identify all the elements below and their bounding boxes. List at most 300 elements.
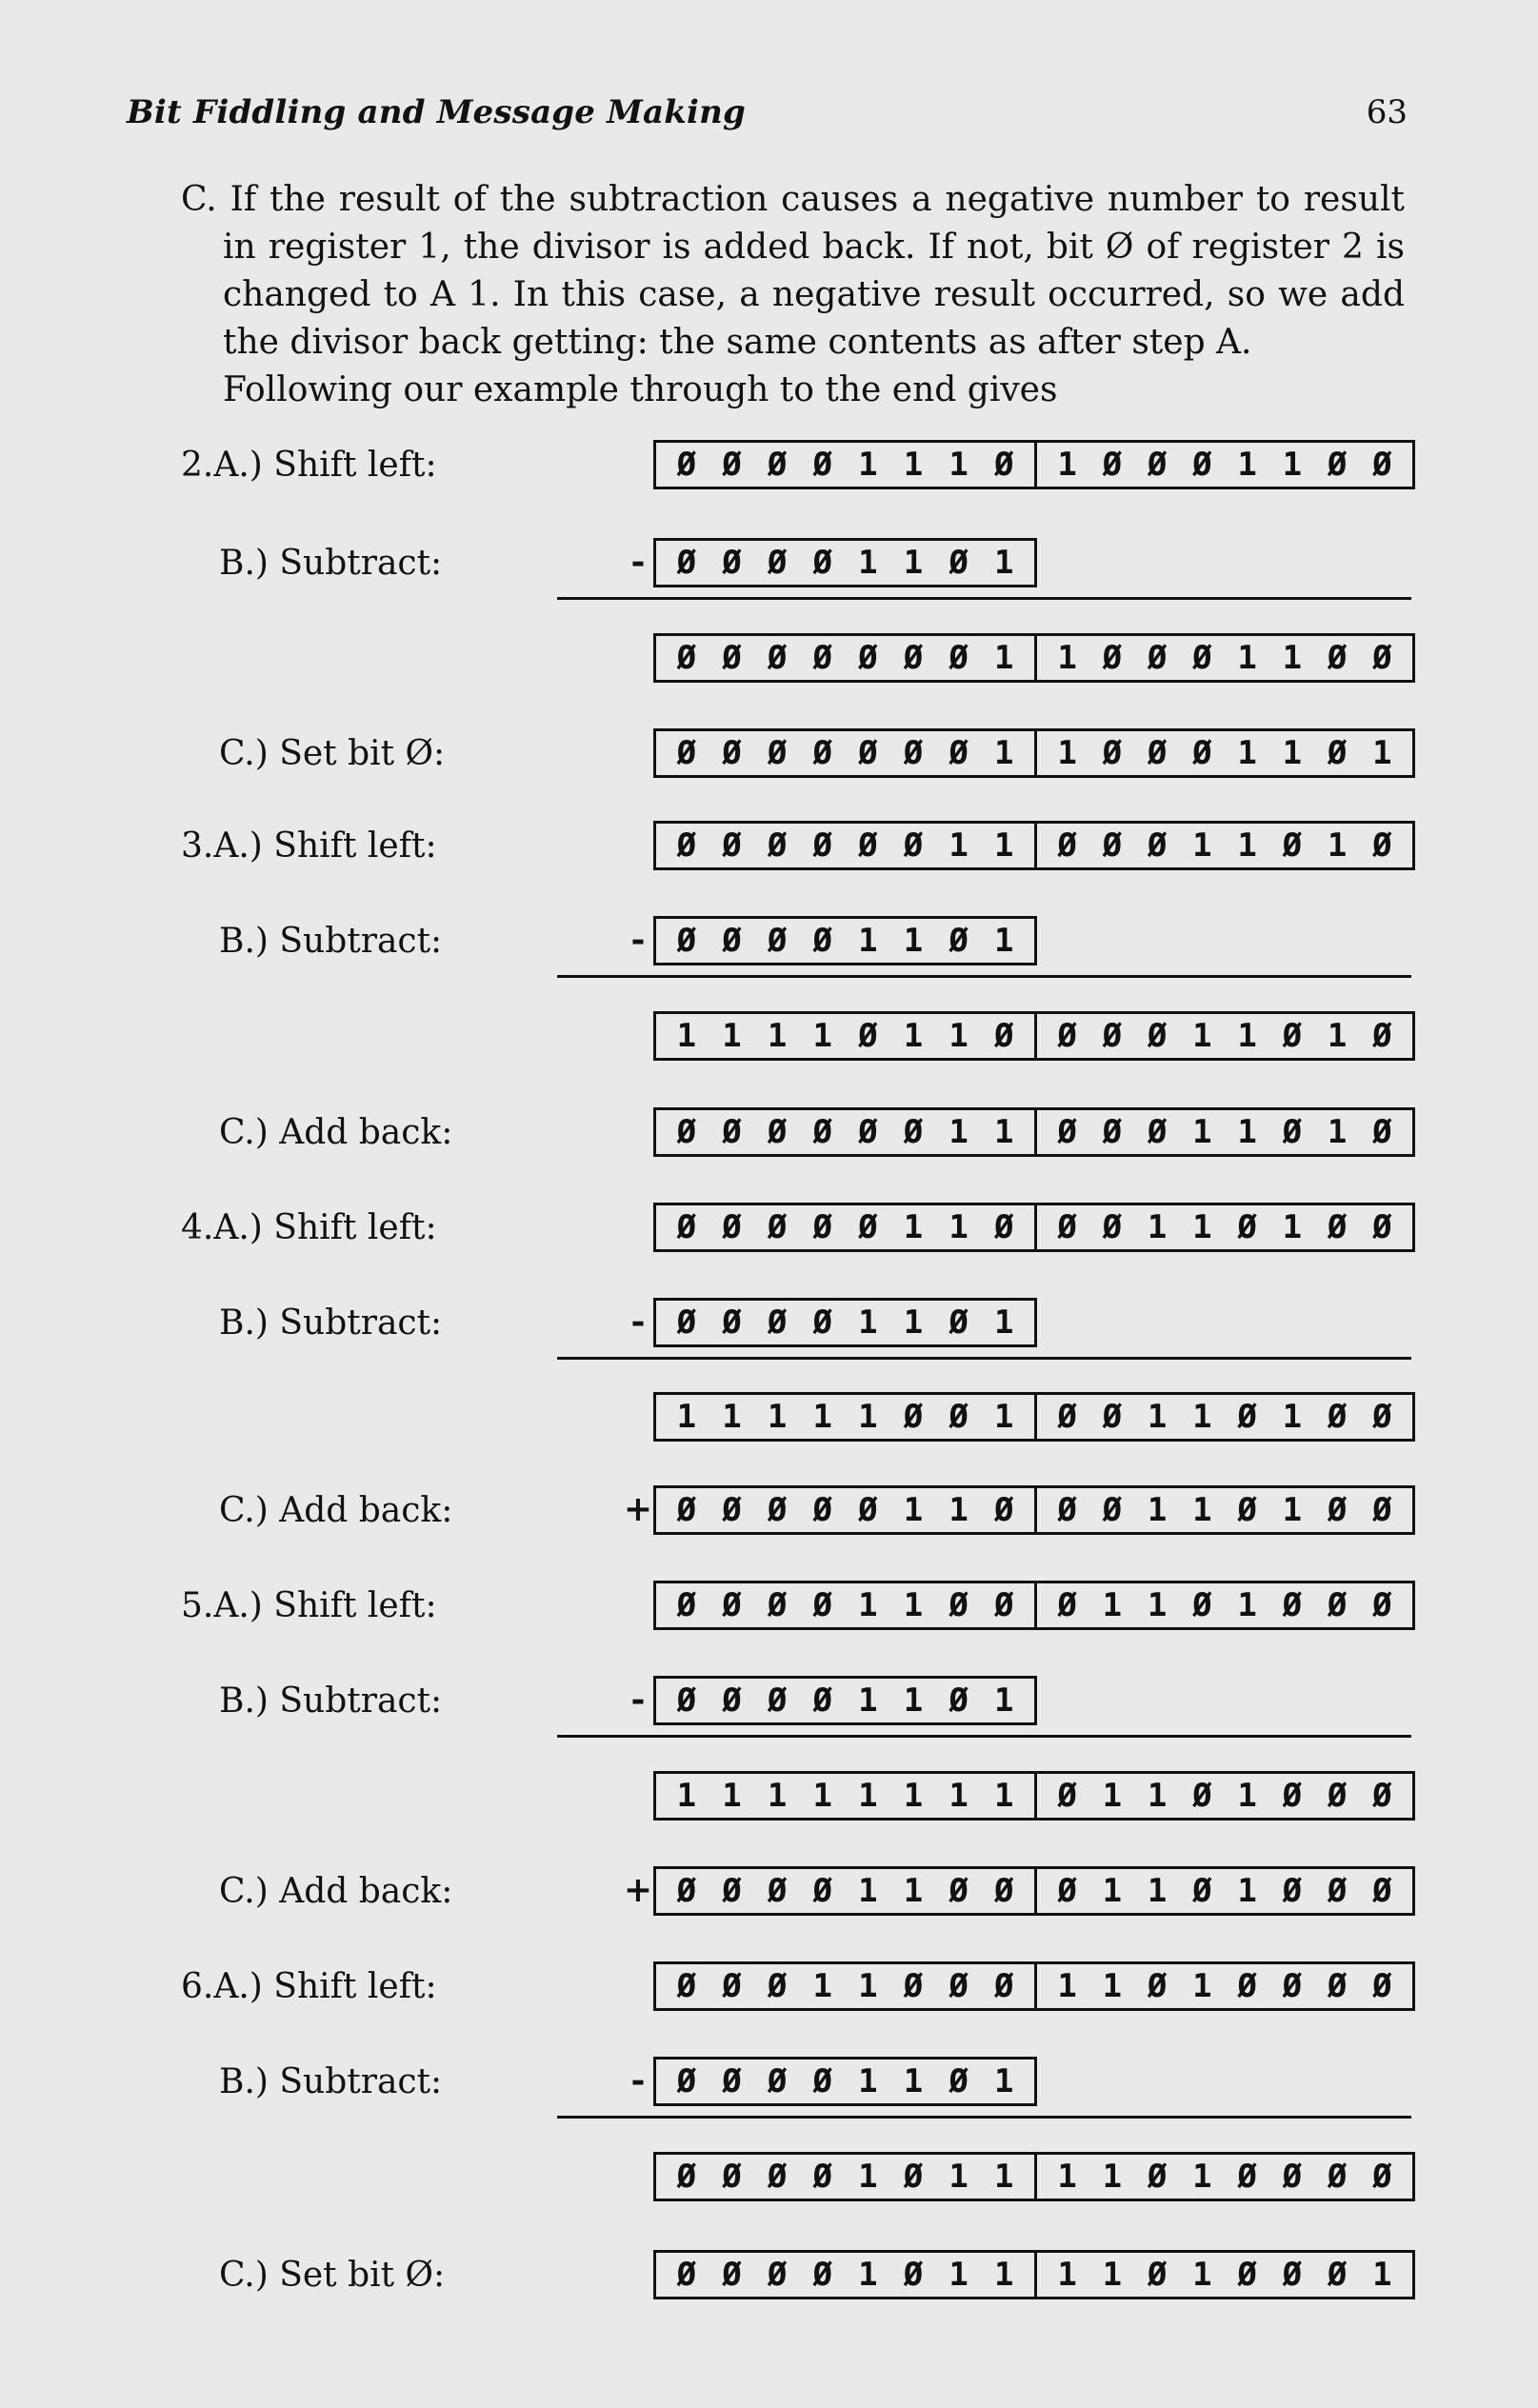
bit: 1 xyxy=(812,1777,832,1815)
bit: 1 xyxy=(1282,446,1303,484)
bit: 1 xyxy=(993,2062,1014,2100)
register-2-byte xyxy=(1034,2253,1412,2297)
step-row xyxy=(0,1485,1538,1542)
bit: Ø xyxy=(722,1682,742,1720)
bit: 1 xyxy=(1192,1967,1212,2005)
bit: Ø xyxy=(1057,1872,1077,1910)
bit: 1 xyxy=(722,1398,742,1436)
bit: Ø xyxy=(1147,1967,1168,2005)
bit: Ø xyxy=(812,1586,832,1624)
bit: 1 xyxy=(1192,1398,1212,1436)
bit: 1 xyxy=(1192,1208,1212,1246)
bit: Ø xyxy=(812,1682,832,1720)
bit: Ø xyxy=(1102,734,1123,772)
bit: Ø xyxy=(1147,2158,1168,2196)
minus-sign: - xyxy=(630,1302,646,1342)
bit: 1 xyxy=(1057,639,1077,677)
register-1-byte xyxy=(656,824,1034,867)
bit: Ø xyxy=(676,1113,697,1151)
bit: Ø xyxy=(767,1208,788,1246)
bit: Ø xyxy=(1372,2158,1392,2196)
step-label: C.) Add back: xyxy=(219,1491,453,1530)
bit: 1 xyxy=(1192,1491,1212,1529)
register-1-byte xyxy=(656,2155,1034,2199)
bit: Ø xyxy=(1372,1491,1392,1529)
bit: Ø xyxy=(812,1304,832,1342)
bit: Ø xyxy=(722,1208,742,1246)
bit: Ø xyxy=(767,1967,788,2005)
bit: Ø xyxy=(903,639,924,677)
bit: Ø xyxy=(676,1586,697,1624)
step-row xyxy=(0,1771,1538,1828)
bit: Ø xyxy=(676,2158,697,2196)
bit: Ø xyxy=(812,1113,832,1151)
bit: Ø xyxy=(903,1398,924,1436)
bit: 1 xyxy=(949,1208,969,1246)
bit: 1 xyxy=(722,1777,742,1815)
bit: Ø xyxy=(812,2062,832,2100)
bit: Ø xyxy=(1102,639,1123,677)
minus-sign: - xyxy=(630,542,646,582)
bit: Ø xyxy=(767,922,788,960)
bit: 1 xyxy=(1057,446,1077,484)
subtraction-rule xyxy=(557,597,1411,600)
bit: Ø xyxy=(1282,2158,1303,2196)
bit: 1 xyxy=(1102,1586,1123,1624)
bit: Ø xyxy=(903,2256,924,2294)
bit: 1 xyxy=(1057,2256,1077,2294)
bit: 1 xyxy=(1147,1491,1168,1529)
bit: Ø xyxy=(767,2062,788,2100)
bit: Ø xyxy=(812,1491,832,1529)
step-label: B.) Subtract: xyxy=(219,1682,443,1721)
bit: 1 xyxy=(858,544,878,582)
subtraction-rule xyxy=(557,975,1411,978)
bit: Ø xyxy=(1372,826,1392,865)
bit: 1 xyxy=(1282,1491,1303,1529)
running-title: Bit Fiddling and Message Making xyxy=(127,93,746,131)
bit: 1 xyxy=(993,1777,1014,1815)
bit: 1 xyxy=(858,1682,878,1720)
bit: 1 xyxy=(903,2062,924,2100)
bit: 1 xyxy=(1192,1113,1212,1151)
bit: 1 xyxy=(1237,1777,1257,1815)
page-number: 63 xyxy=(1366,93,1408,131)
bit: Ø xyxy=(767,544,788,582)
step-row xyxy=(0,728,1538,786)
register-box xyxy=(653,1107,1415,1157)
register-box xyxy=(653,821,1415,870)
bit: Ø xyxy=(1282,2256,1303,2294)
bit: Ø xyxy=(1192,1586,1212,1624)
bit: 1 xyxy=(1237,826,1257,865)
register-2-byte xyxy=(1034,731,1412,775)
register-1-byte xyxy=(656,1205,1034,1249)
register-1-byte xyxy=(656,1964,1034,2008)
bit: 1 xyxy=(1102,1967,1123,2005)
step-label: C.) Add back: xyxy=(219,1113,453,1152)
bit: Ø xyxy=(1057,1777,1077,1815)
bit: 1 xyxy=(858,2062,878,2100)
bit: 1 xyxy=(812,1398,832,1436)
step-label: B.) Subtract: xyxy=(219,2062,443,2101)
step-row xyxy=(0,1961,1538,2019)
bit: 1 xyxy=(858,1967,878,2005)
bit: 1 xyxy=(1372,734,1392,772)
bit: 1 xyxy=(1147,1872,1168,1910)
bit: Ø xyxy=(767,1872,788,1910)
step-row xyxy=(0,916,1538,973)
bit: 1 xyxy=(1147,1398,1168,1436)
subtraction-rule xyxy=(557,2116,1411,2119)
register-2-byte xyxy=(1034,824,1412,867)
bit: 1 xyxy=(858,446,878,484)
bit: Ø xyxy=(1237,1967,1257,2005)
bit: Ø xyxy=(722,1113,742,1151)
bit: Ø xyxy=(858,734,878,772)
step-row xyxy=(0,440,1538,497)
bit: 1 xyxy=(1282,1398,1303,1436)
register-1-byte xyxy=(656,443,1034,487)
bit: Ø xyxy=(1147,639,1168,677)
register-2-byte xyxy=(1034,636,1412,680)
step-label: C.) Set bit Ø: xyxy=(219,734,446,773)
bit: 1 xyxy=(903,1017,924,1055)
bit: Ø xyxy=(858,1491,878,1529)
bit: 1 xyxy=(993,734,1014,772)
bit: 1 xyxy=(858,1586,878,1624)
bit: Ø xyxy=(1327,1777,1348,1815)
bit: 1 xyxy=(993,1398,1014,1436)
register-box xyxy=(653,440,1415,489)
register-1-byte xyxy=(656,1301,1034,1344)
bit: Ø xyxy=(1057,826,1077,865)
bit: Ø xyxy=(812,446,832,484)
bit: Ø xyxy=(767,639,788,677)
bit: 1 xyxy=(993,2256,1014,2294)
bit: 1 xyxy=(993,639,1014,677)
bit: Ø xyxy=(676,1491,697,1529)
register-box xyxy=(653,538,1037,587)
bit: Ø xyxy=(1372,446,1392,484)
bit: 1 xyxy=(1282,1208,1303,1246)
bit: 1 xyxy=(993,1113,1014,1151)
register-2-byte xyxy=(1034,1205,1412,1249)
bit: Ø xyxy=(903,734,924,772)
bit: Ø xyxy=(1147,2256,1168,2294)
bit: Ø xyxy=(993,1208,1014,1246)
bit: Ø xyxy=(1102,1398,1123,1436)
bit: 1 xyxy=(1327,1113,1348,1151)
bit: 1 xyxy=(903,1491,924,1529)
bit: Ø xyxy=(812,1208,832,1246)
bit: 1 xyxy=(903,1304,924,1342)
step-label: B.) Subtract: xyxy=(219,922,443,961)
bit: Ø xyxy=(767,1586,788,1624)
plus-sign: + xyxy=(623,1870,653,1910)
register-2-byte xyxy=(1034,1488,1412,1532)
bit: Ø xyxy=(676,734,697,772)
bit: Ø xyxy=(676,446,697,484)
register-1-byte xyxy=(656,1110,1034,1154)
register-1-byte xyxy=(656,919,1034,963)
bit: Ø xyxy=(1147,826,1168,865)
bit: Ø xyxy=(1057,1491,1077,1529)
step-label: 2.A.) Shift left: xyxy=(181,446,437,485)
bit: Ø xyxy=(812,544,832,582)
bit: 1 xyxy=(903,544,924,582)
bit: Ø xyxy=(1327,1586,1348,1624)
register-1-byte xyxy=(656,731,1034,775)
register-1-byte xyxy=(656,1014,1034,1058)
bit: 1 xyxy=(1282,734,1303,772)
bit: 1 xyxy=(1147,1586,1168,1624)
bit: 1 xyxy=(1057,2158,1077,2196)
bit: Ø xyxy=(676,1682,697,1720)
bit: Ø xyxy=(812,639,832,677)
bit: 1 xyxy=(1192,826,1212,865)
bit: 1 xyxy=(1237,1586,1257,1624)
bit: 1 xyxy=(858,1398,878,1436)
bit: 1 xyxy=(1102,1872,1123,1910)
bit: 1 xyxy=(812,1017,832,1055)
bit: 1 xyxy=(676,1017,697,1055)
register-2-byte xyxy=(1034,2155,1412,2199)
bit: Ø xyxy=(1147,446,1168,484)
bit: Ø xyxy=(1147,734,1168,772)
bit: Ø xyxy=(1282,1586,1303,1624)
bit: Ø xyxy=(903,1113,924,1151)
step-row xyxy=(0,1298,1538,1355)
step-row xyxy=(0,1392,1538,1449)
bit: 1 xyxy=(1372,2256,1392,2294)
bit: Ø xyxy=(1057,1586,1077,1624)
bit: Ø xyxy=(949,1682,969,1720)
bit: Ø xyxy=(1327,639,1348,677)
bit: Ø xyxy=(1237,1398,1257,1436)
bit: 1 xyxy=(1237,1872,1257,1910)
bit: 1 xyxy=(1147,1777,1168,1815)
register-box xyxy=(653,1866,1415,1916)
paragraph-following: Following our example through to the end gives xyxy=(223,370,1058,409)
bit: Ø xyxy=(1192,639,1212,677)
bit: Ø xyxy=(1102,446,1123,484)
bit: Ø xyxy=(676,922,697,960)
bit: Ø xyxy=(812,1872,832,1910)
bit: Ø xyxy=(1192,1777,1212,1815)
bit: Ø xyxy=(1237,1208,1257,1246)
bit: Ø xyxy=(812,734,832,772)
register-2-byte xyxy=(1034,1014,1412,1058)
step-row xyxy=(0,538,1538,595)
bit: Ø xyxy=(1282,1113,1303,1151)
bit: 1 xyxy=(676,1398,697,1436)
bit: 1 xyxy=(1237,1017,1257,1055)
bit: Ø xyxy=(993,1017,1014,1055)
bit: Ø xyxy=(676,826,697,865)
bit: Ø xyxy=(1057,1113,1077,1151)
bit: Ø xyxy=(812,922,832,960)
bit: 1 xyxy=(858,2158,878,2196)
bit: Ø xyxy=(949,1304,969,1342)
bit: Ø xyxy=(676,1304,697,1342)
bit: Ø xyxy=(1327,1398,1348,1436)
bit: Ø xyxy=(949,2062,969,2100)
bit: 1 xyxy=(1147,1208,1168,1246)
register-1-byte xyxy=(656,1488,1034,1532)
step-label: 3.A.) Shift left: xyxy=(181,826,437,866)
bit: 1 xyxy=(858,1304,878,1342)
bit: Ø xyxy=(722,1304,742,1342)
bit: Ø xyxy=(1147,1113,1168,1151)
bit: 1 xyxy=(949,446,969,484)
register-2-byte xyxy=(1034,1583,1412,1627)
bit: Ø xyxy=(949,922,969,960)
bit: Ø xyxy=(1147,1017,1168,1055)
bit: 1 xyxy=(767,1398,788,1436)
bit: Ø xyxy=(722,826,742,865)
register-box xyxy=(653,1011,1415,1061)
register-box xyxy=(653,2250,1415,2299)
bit: 1 xyxy=(1237,734,1257,772)
bit: Ø xyxy=(1327,446,1348,484)
bit: Ø xyxy=(1327,2158,1348,2196)
bit: 1 xyxy=(949,826,969,865)
bit: Ø xyxy=(1057,1017,1077,1055)
minus-sign: - xyxy=(630,920,646,960)
register-box xyxy=(653,1961,1415,2011)
bit: Ø xyxy=(1102,1491,1123,1529)
step-row xyxy=(0,821,1538,878)
bit: Ø xyxy=(1237,2256,1257,2294)
step-label: 4.A.) Shift left: xyxy=(181,1208,437,1247)
bit: Ø xyxy=(676,544,697,582)
bit: Ø xyxy=(676,1967,697,2005)
bit: 1 xyxy=(949,1777,969,1815)
bit: Ø xyxy=(1372,1777,1392,1815)
bit: Ø xyxy=(767,1682,788,1720)
bit: 1 xyxy=(993,1304,1014,1342)
step-label: C.) Set bit Ø: xyxy=(219,2256,446,2295)
bit: 1 xyxy=(993,826,1014,865)
register-2-byte xyxy=(1034,1110,1412,1154)
bit: Ø xyxy=(767,734,788,772)
bit: 1 xyxy=(1192,2256,1212,2294)
register-box xyxy=(653,728,1415,778)
bit: Ø xyxy=(767,2158,788,2196)
register-1-byte xyxy=(656,1395,1034,1439)
bit: 1 xyxy=(1057,734,1077,772)
bit: Ø xyxy=(949,1872,969,1910)
step-row xyxy=(0,1676,1538,1733)
bit: 1 xyxy=(903,922,924,960)
bit: Ø xyxy=(1237,1491,1257,1529)
bit: Ø xyxy=(722,922,742,960)
bit: Ø xyxy=(993,446,1014,484)
bit: Ø xyxy=(1372,1017,1392,1055)
register-box xyxy=(653,1392,1415,1442)
page-header xyxy=(127,93,1408,141)
register-box xyxy=(653,1581,1415,1630)
bit: Ø xyxy=(1372,1113,1392,1151)
bit: 1 xyxy=(1102,1777,1123,1815)
bit: 1 xyxy=(1282,639,1303,677)
minus-sign: - xyxy=(630,2060,646,2100)
bit: Ø xyxy=(1192,734,1212,772)
bit: Ø xyxy=(1327,2256,1348,2294)
bit: Ø xyxy=(676,1872,697,1910)
bit: Ø xyxy=(676,2062,697,2100)
step-row xyxy=(0,1107,1538,1164)
bit: Ø xyxy=(1372,1398,1392,1436)
bit: 1 xyxy=(1192,2158,1212,2196)
bit: 1 xyxy=(767,1017,788,1055)
bit: Ø xyxy=(903,2158,924,2196)
register-box xyxy=(653,1298,1037,1347)
bit: Ø xyxy=(1327,1491,1348,1529)
bit: 1 xyxy=(993,2158,1014,2196)
bit: Ø xyxy=(722,544,742,582)
bit: Ø xyxy=(676,2256,697,2294)
step-label: 5.A.) Shift left: xyxy=(181,1586,437,1625)
bit: 1 xyxy=(1327,826,1348,865)
register-box xyxy=(653,916,1037,965)
bit: 1 xyxy=(993,922,1014,960)
bit: 1 xyxy=(949,2256,969,2294)
bit: Ø xyxy=(767,826,788,865)
bit: 1 xyxy=(903,1208,924,1246)
bit: Ø xyxy=(1372,1586,1392,1624)
bit: Ø xyxy=(722,446,742,484)
bit: 1 xyxy=(1192,1017,1212,1055)
bit: Ø xyxy=(1282,1872,1303,1910)
register-1-byte xyxy=(656,2253,1034,2297)
bit: Ø xyxy=(949,1586,969,1624)
bit: Ø xyxy=(767,446,788,484)
bit: 1 xyxy=(903,1777,924,1815)
bit: Ø xyxy=(993,1967,1014,2005)
bit: 1 xyxy=(722,1017,742,1055)
bit: Ø xyxy=(993,1586,1014,1624)
bit: Ø xyxy=(858,639,878,677)
bit: Ø xyxy=(949,544,969,582)
bit: 1 xyxy=(903,1682,924,1720)
bit: Ø xyxy=(767,1113,788,1151)
bit: 1 xyxy=(903,446,924,484)
register-1-byte xyxy=(656,1869,1034,1913)
bit: 1 xyxy=(858,922,878,960)
bit: Ø xyxy=(858,1208,878,1246)
bit: Ø xyxy=(1372,1872,1392,1910)
bit: 1 xyxy=(1237,639,1257,677)
bit: 1 xyxy=(949,2158,969,2196)
intro-text xyxy=(181,176,1405,414)
register-2-byte xyxy=(1034,1869,1412,1913)
bit: Ø xyxy=(1282,1967,1303,2005)
bit: Ø xyxy=(1327,1872,1348,1910)
bit: Ø xyxy=(722,639,742,677)
bit: Ø xyxy=(949,1967,969,2005)
step-row xyxy=(0,2057,1538,2114)
register-1-byte xyxy=(656,1774,1034,1818)
register-2-byte xyxy=(1034,1395,1412,1439)
register-box xyxy=(653,1485,1415,1535)
bit: Ø xyxy=(993,1491,1014,1529)
register-2-byte xyxy=(1034,1774,1412,1818)
step-label: C.) Add back: xyxy=(219,1872,453,1911)
register-1-byte xyxy=(656,1583,1034,1627)
bit: Ø xyxy=(1102,826,1123,865)
